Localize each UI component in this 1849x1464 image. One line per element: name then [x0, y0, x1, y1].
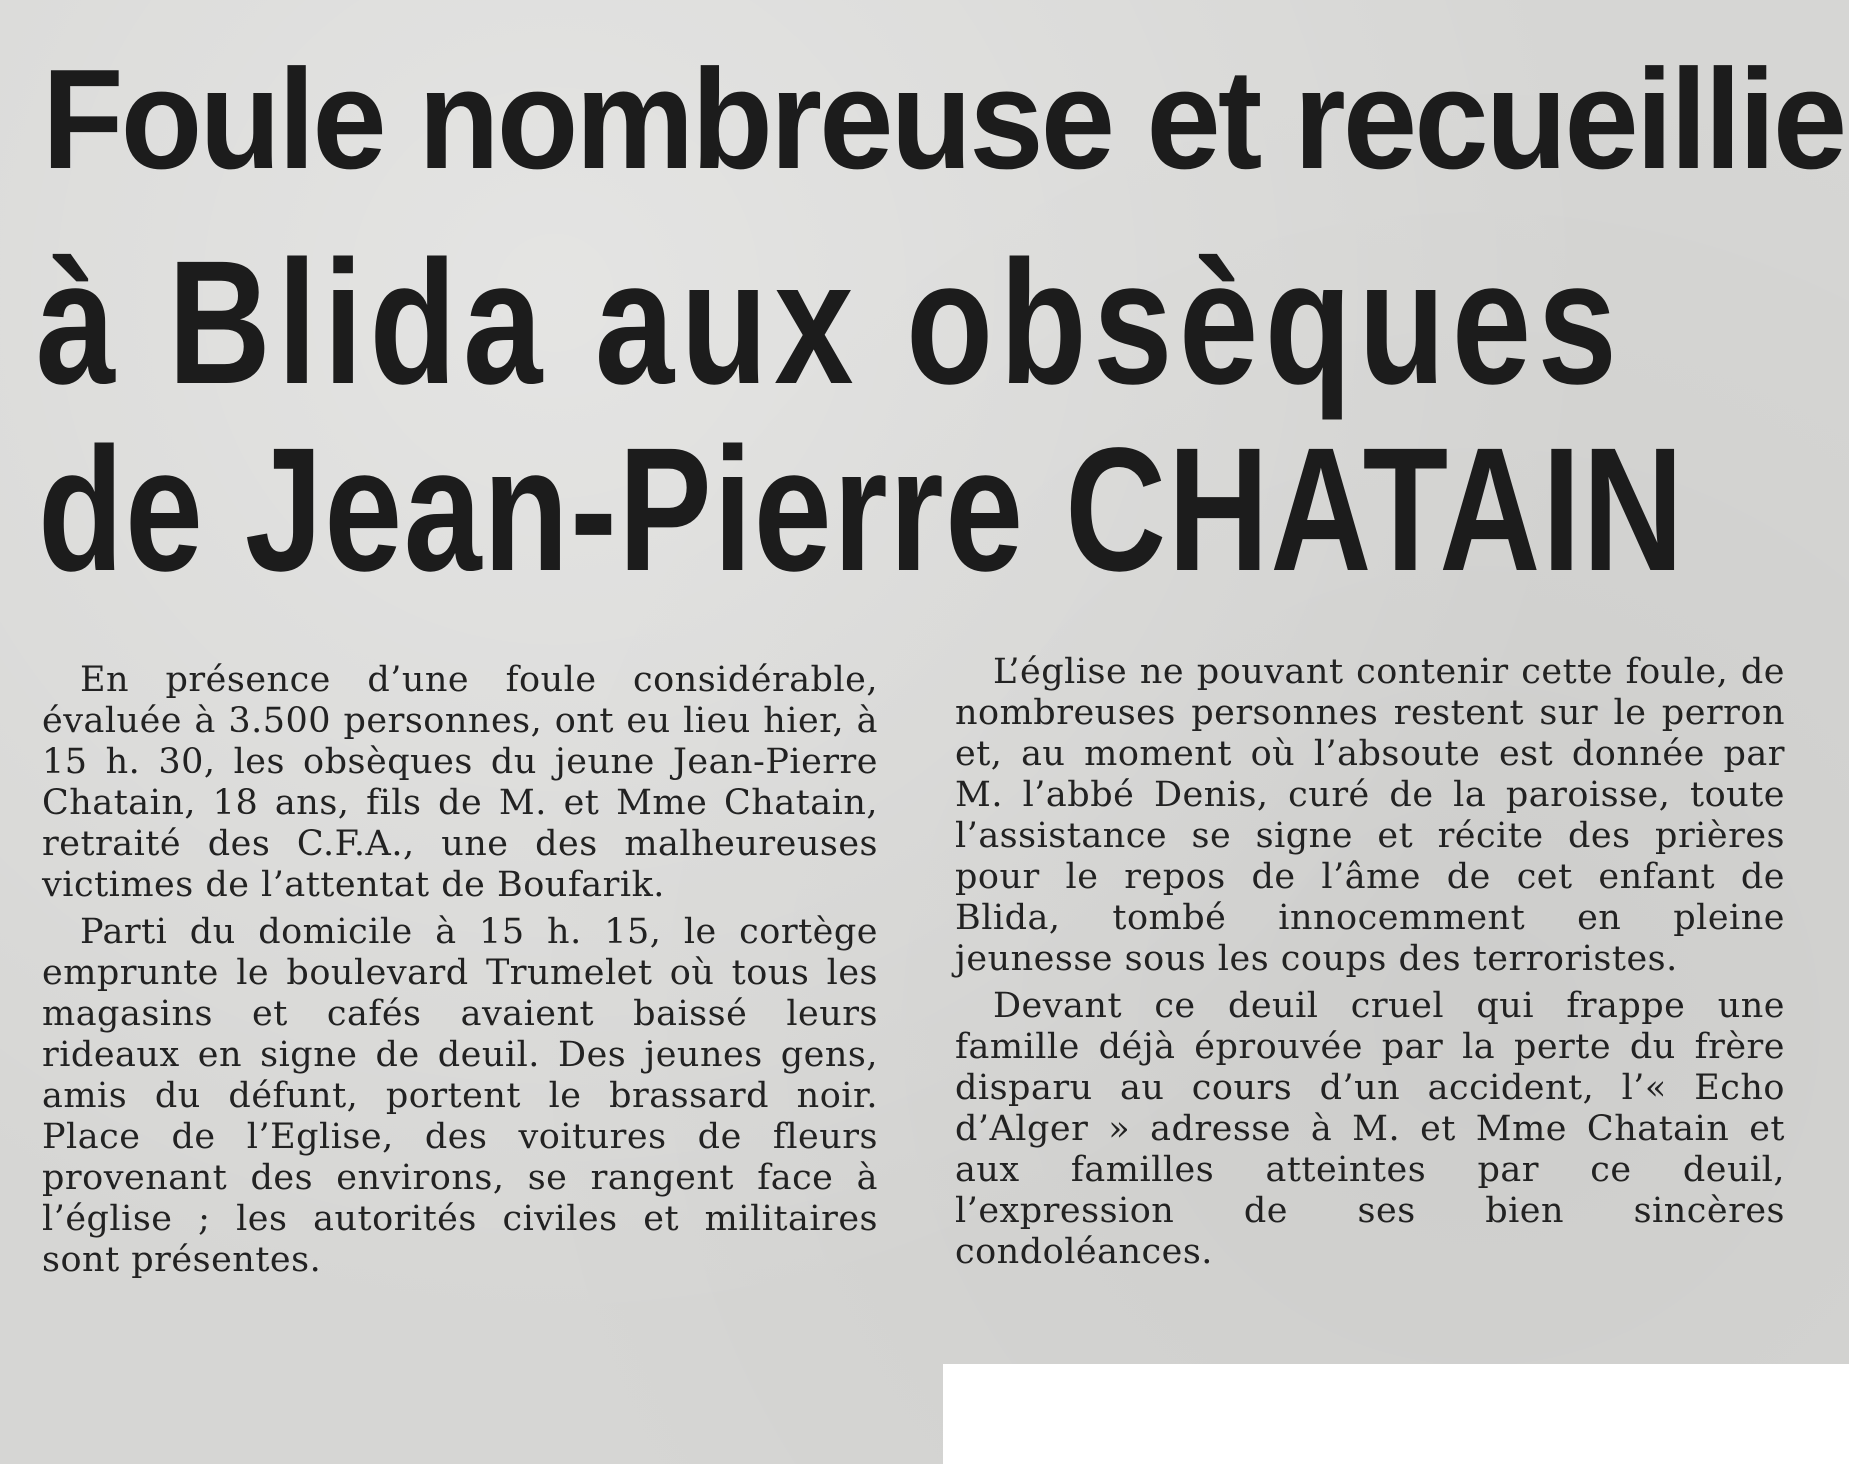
article-column-left: [42, 660, 878, 1287]
headline-line-3: de Jean-Pierre CHATAIN: [38, 412, 1686, 608]
left-paragraph-2: Parti du domicile à 15 h. 15, le cortège emprunte le boulevard Trumelet où tous les magasins et cafés avaient baissé leurs rideaux en signe de deuil. Des jeunes gens, amis du défunt, portent le brassard noir. Place de l’Eglise, des voitures de fleurs provenant des environs, se rangent face à l’église ; les autorités civiles et militaires sont présentes.: [42, 912, 878, 1280]
right-paragraph-2: Devant ce deuil cruel qui frappe une famille déjà éprouvée par la perte du frère disparu au cours d’un accident, l’« Echo d’Alger » adresse à M. et Mme Chatain et aux familles atteintes par ce deuil, l’expression de ses bien sincères condoléances.: [955, 986, 1785, 1272]
right-paragraph-1: L’église ne pouvant contenir cette foule, de nombreuses personnes restent sur le perron et, au moment où l’absoute est donnée par M. l’abbé Denis, curé de la paroisse, toute l’assistance se signe et récite des prières pour le repos de l’âme de cet enfant de Blida, tombé innocemment en pleine jeunesse sous les coups des terroristes.: [955, 652, 1785, 979]
paper-cutout-corner: [943, 1364, 1849, 1464]
headline-line-1: Foule nombreuse et recueillie: [42, 40, 1845, 199]
headline-line-2: à Blida aux obsèques: [36, 225, 1624, 421]
left-paragraph-1: En présence d’une foule considérable, évaluée à 3.500 personnes, ont eu lieu hier, à 15 h. 30, les obsèques du jeune Jean-Pierre Chatain, 18 ans, fils de M. et Mme Chatain, retraité des C.F.A., une des malheureuses victimes de l’attentat de Boufarik.: [42, 660, 878, 905]
article-column-right: [955, 652, 1785, 1279]
